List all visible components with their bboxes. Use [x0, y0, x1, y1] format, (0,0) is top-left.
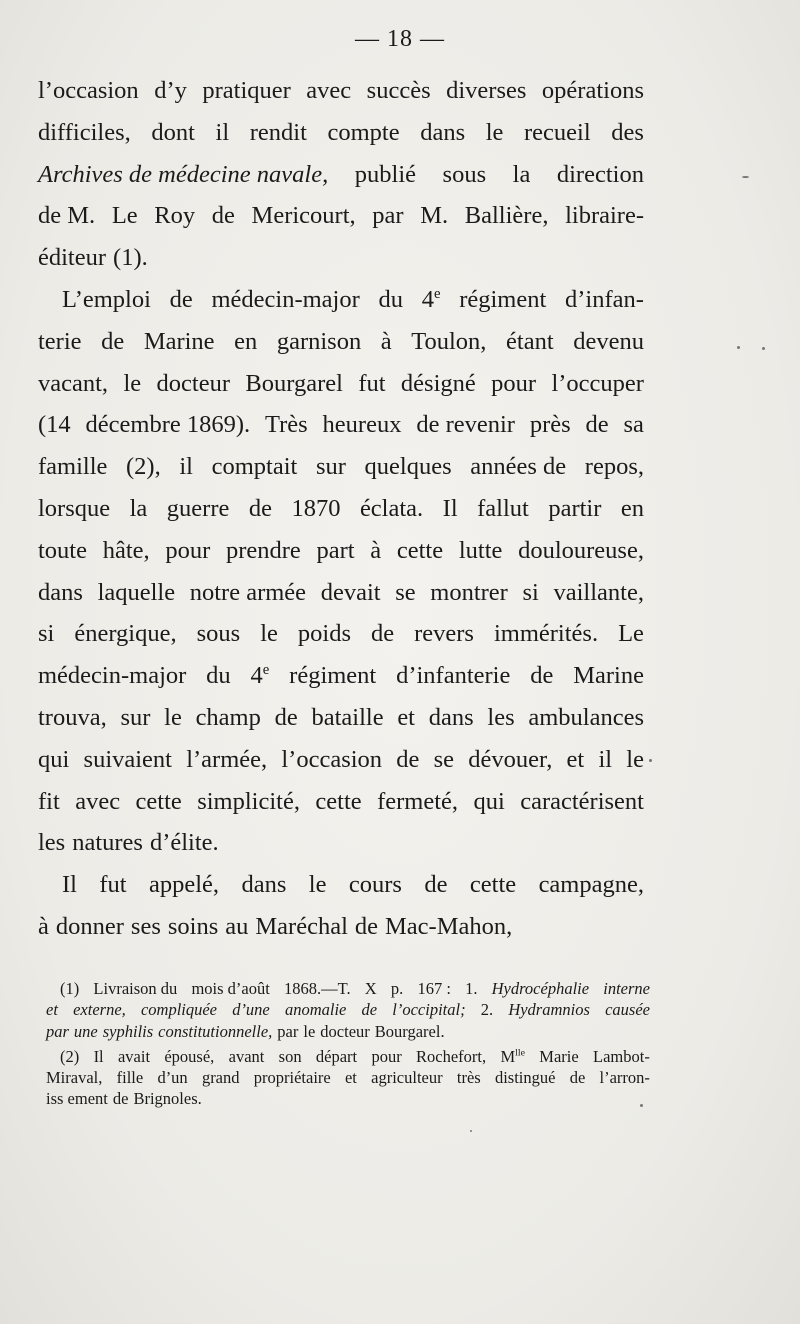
word: le — [260, 620, 278, 648]
word: Mac-Mahon, — [385, 912, 513, 940]
word: une — [73, 1021, 98, 1041]
text-line — [38, 613, 644, 655]
word: (14 — [38, 411, 71, 439]
word: décembre 1869). — [85, 411, 251, 439]
word: docteur — [156, 369, 230, 397]
word: $M^{lle}$ — [500, 1046, 525, 1066]
word: bataille — [311, 703, 384, 731]
word: le — [485, 118, 504, 146]
word: 1868.—T. — [284, 979, 351, 998]
word: à — [370, 536, 382, 564]
word: il — [598, 745, 613, 773]
text-line — [38, 655, 644, 697]
word: par — [46, 1021, 69, 1041]
text-line — [38, 363, 644, 405]
word: interne — [603, 979, 650, 998]
word: montrer — [430, 578, 508, 606]
word: Hydrocéphalie — [491, 979, 590, 998]
word: cours — [348, 871, 402, 899]
word: de — [530, 662, 554, 690]
word: en — [234, 327, 258, 355]
word: l’armée, — [186, 745, 268, 773]
word: d’une — [232, 1000, 270, 1020]
text-line — [38, 279, 644, 321]
word: causée — [605, 1000, 650, 1020]
word: cette — [469, 871, 517, 899]
word: il — [179, 453, 193, 481]
word: cette — [396, 536, 444, 564]
word: de — [396, 745, 420, 773]
word: libraire- — [565, 202, 644, 230]
word: le — [303, 1021, 316, 1041]
word: agriculteur — [371, 1068, 443, 1088]
text-line — [38, 195, 644, 237]
word: ses — [130, 912, 161, 940]
word: 1870 — [291, 494, 341, 522]
word: devenu — [573, 327, 644, 355]
word: d’élite. — [149, 829, 219, 857]
word: médecin-major — [211, 285, 360, 313]
word: à — [380, 327, 392, 355]
word: à — [38, 912, 49, 940]
word: régiment — [459, 285, 547, 313]
word: son — [278, 1046, 302, 1066]
word: énergique, — [74, 620, 177, 648]
main-text — [38, 70, 644, 948]
word: Maréchal — [255, 912, 348, 940]
word: l’occuper — [551, 369, 644, 397]
word: les — [38, 829, 66, 857]
footnote-line — [46, 978, 650, 999]
word: d’infan- — [565, 285, 644, 313]
word: dans — [428, 703, 474, 731]
word: (2), — [126, 453, 161, 481]
word: avec — [306, 77, 352, 104]
word: pour — [371, 1046, 402, 1066]
word: le — [308, 871, 327, 899]
text-line — [38, 446, 644, 488]
word: de — [112, 1089, 129, 1109]
word: compliquée — [140, 1000, 218, 1020]
word: grand — [201, 1068, 240, 1088]
word: L’emploi — [62, 285, 151, 313]
word: part — [316, 536, 355, 564]
word: hâte, — [102, 536, 150, 564]
word: de — [354, 912, 379, 940]
word: 167 : — [417, 979, 451, 998]
word: mois d’août — [191, 979, 270, 998]
word: d’infanterie — [396, 662, 511, 690]
word: natures — [72, 829, 143, 857]
word: se — [433, 745, 455, 773]
word: notre armée — [189, 578, 307, 606]
word: et — [344, 1068, 357, 1088]
word: cette — [135, 787, 182, 815]
footnote-line — [46, 1046, 650, 1067]
word: par — [277, 1021, 299, 1041]
footnotes — [46, 978, 650, 1110]
word: de — [211, 202, 235, 230]
footnote-line — [46, 1067, 650, 1088]
text-line — [38, 530, 644, 572]
word: Mericourt, — [251, 202, 356, 230]
word: 1. — [465, 979, 478, 998]
word: soins — [167, 912, 219, 940]
text-line — [38, 112, 644, 154]
word: et — [46, 1000, 58, 1020]
word: suivaient — [83, 745, 172, 773]
word: terie — [38, 327, 82, 355]
word: Il — [93, 1046, 104, 1066]
word: vaillante, — [553, 578, 644, 606]
word: pour — [165, 536, 211, 564]
word: M. — [420, 202, 449, 230]
word: qui — [473, 787, 505, 815]
word: en — [620, 494, 644, 522]
word: de — [424, 871, 448, 899]
word: 4e — [250, 662, 270, 690]
word: Lambot- — [593, 1046, 650, 1066]
text-line — [38, 404, 644, 446]
word: Il — [442, 494, 458, 522]
word: Livraison du — [93, 979, 178, 998]
word: comptait — [211, 453, 298, 481]
word: Il — [62, 871, 77, 899]
word: de — [248, 494, 272, 522]
word: et — [397, 703, 415, 731]
word: docteur — [320, 1021, 370, 1041]
footnote-line — [46, 999, 650, 1020]
word: externe, — [73, 1000, 126, 1020]
word: au — [225, 912, 249, 940]
word: lorsque — [38, 494, 111, 522]
text-line — [38, 739, 644, 781]
word: dans — [38, 578, 83, 606]
text-line — [38, 906, 644, 948]
word: années de — [470, 453, 567, 481]
word: dans — [420, 118, 466, 146]
word: de — [169, 285, 193, 313]
word: les — [487, 703, 515, 731]
word: fut — [99, 871, 127, 899]
word: anomalie — [284, 1000, 347, 1020]
word: l’occasion — [38, 77, 139, 104]
word: fit — [38, 787, 60, 815]
word: Le — [618, 620, 644, 648]
word: par — [372, 202, 404, 230]
word: toute — [38, 536, 87, 564]
footnote-line — [46, 1088, 650, 1109]
word: compte — [327, 118, 400, 146]
word: dévouer, — [468, 745, 553, 773]
word: 4e — [421, 285, 441, 313]
text-line — [38, 321, 644, 363]
word: la — [512, 160, 531, 188]
word: vacant, — [38, 369, 109, 397]
word: ambulances — [528, 703, 644, 731]
word: opérations — [541, 77, 644, 104]
word: de — [101, 327, 125, 355]
word: Rochefort, — [416, 1046, 487, 1066]
word: le — [626, 745, 644, 773]
word: syphilis — [102, 1021, 154, 1041]
word: de — [274, 703, 298, 731]
word: p. — [390, 979, 404, 998]
text-line — [38, 781, 644, 823]
text-line — [38, 237, 644, 279]
word: devait — [320, 578, 381, 606]
word: fut — [358, 369, 386, 397]
word: de M. — [38, 202, 96, 230]
word: rendit — [249, 118, 307, 146]
word: la — [129, 494, 148, 522]
word: quelques — [364, 453, 452, 481]
word: (2) — [60, 1046, 80, 1066]
word: poids — [297, 620, 351, 648]
word: l’arron- — [599, 1068, 650, 1088]
word: dont — [151, 118, 195, 146]
word: il — [215, 118, 230, 146]
word: pratiquer — [202, 77, 291, 104]
word: du — [206, 662, 231, 690]
word: fallut — [477, 494, 529, 522]
word: Marine — [573, 662, 644, 690]
text-line — [38, 154, 644, 196]
word: étant — [506, 327, 554, 355]
footnote-line — [46, 1021, 650, 1042]
word: caractérisent — [520, 787, 644, 815]
word: le — [164, 703, 182, 731]
word: de — [569, 1068, 586, 1088]
word: campagne, — [538, 871, 644, 899]
word: désigné — [400, 369, 476, 397]
word: recueil — [524, 118, 591, 146]
word: fermeté, — [377, 787, 459, 815]
word: départ — [315, 1046, 358, 1066]
word: de revenir — [416, 411, 515, 439]
word: X — [364, 979, 377, 998]
word: Bourgarel. — [374, 1021, 445, 1041]
word: éclata. — [359, 494, 424, 522]
text-line — [38, 697, 644, 739]
word: fille — [116, 1068, 144, 1088]
word: (1) — [60, 979, 80, 998]
word: constitutionnelle, — [158, 1021, 273, 1041]
word: trouva, — [38, 703, 107, 731]
word: Très — [265, 411, 308, 439]
word: guerre — [166, 494, 230, 522]
word: lutte — [458, 536, 503, 564]
word: avec — [75, 787, 121, 815]
text-line — [38, 572, 644, 614]
word: Roy — [154, 202, 196, 230]
word: Miraval, — [46, 1068, 103, 1088]
word: de — [370, 620, 395, 648]
word: d’un — [157, 1068, 188, 1088]
word: immérités. — [493, 620, 599, 648]
word: (1). — [113, 244, 148, 272]
word: d’y — [154, 77, 187, 104]
word: sur — [315, 453, 346, 481]
word: distingué — [494, 1068, 556, 1088]
word: succès — [366, 77, 431, 104]
word: de — [361, 1000, 378, 1020]
text-line — [38, 822, 644, 864]
word: champ — [195, 703, 261, 731]
word: éditeur — [38, 244, 107, 272]
word: des — [611, 118, 644, 146]
word: Le — [111, 202, 138, 230]
word: du — [378, 285, 403, 313]
word: se — [395, 578, 416, 606]
word: simplicité, — [197, 787, 300, 815]
word: publié — [354, 160, 417, 188]
text-line — [38, 70, 644, 112]
word: avait — [117, 1046, 151, 1066]
word: Archives de médecine navale, — [38, 160, 329, 188]
word: si — [38, 620, 55, 648]
word: Bourgarel — [245, 369, 343, 397]
word: médecin-major — [38, 662, 187, 690]
text-line — [38, 488, 644, 530]
word: et — [566, 745, 585, 773]
word: 2. — [480, 1000, 494, 1020]
word: l’occipital; — [392, 1000, 466, 1020]
word: diverses — [446, 77, 527, 104]
word: iss ement — [46, 1089, 108, 1109]
word: si — [522, 578, 539, 606]
word: qui — [38, 745, 70, 773]
word: Hydramnios — [508, 1000, 590, 1020]
word: régiment — [289, 662, 377, 690]
word: Ballière, — [464, 202, 549, 230]
word: sur — [120, 703, 151, 731]
word: difficiles, — [38, 118, 131, 146]
word: garnison — [276, 327, 362, 355]
word: repos, — [584, 453, 644, 481]
word: sous — [442, 160, 487, 188]
word: avant — [228, 1046, 265, 1066]
word: appelé, — [149, 871, 220, 899]
word: famille — [38, 453, 108, 481]
word: heureux — [322, 411, 402, 439]
word: donner — [55, 912, 124, 940]
word: revers — [414, 620, 474, 648]
word: Toulon, — [411, 327, 487, 355]
word: Brignoles. — [133, 1089, 202, 1109]
word: sa — [623, 411, 644, 439]
word: très — [456, 1068, 481, 1088]
word: partir — [548, 494, 602, 522]
word: Marine — [143, 327, 215, 355]
word: cette — [315, 787, 362, 815]
text-line — [38, 864, 644, 906]
word: Marie — [539, 1046, 579, 1066]
word: propriétaire — [253, 1068, 331, 1088]
page-number: — 18 — — [355, 26, 445, 52]
word: laquelle — [97, 578, 176, 606]
word: direction — [556, 160, 644, 188]
word: près — [529, 411, 571, 439]
word: sous — [196, 620, 241, 648]
word: de — [585, 411, 609, 439]
word: douloureuse, — [518, 536, 644, 564]
word: dans — [241, 871, 287, 899]
word: l’occasion — [281, 745, 383, 773]
word: pour — [491, 369, 537, 397]
word: prendre — [225, 536, 301, 564]
word: le — [123, 369, 142, 397]
word: épousé, — [164, 1046, 215, 1066]
